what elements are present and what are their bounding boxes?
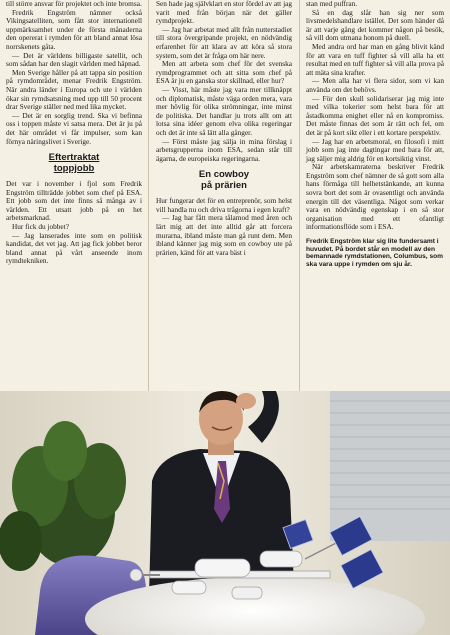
paragraph: — För den skull solidariserar jag mig inte med vilka tokerier som helst bara för att åstadkomma enighet eller nå en kompromiss. Det måste finnas det som är rätt och fel, om det är på kort sikt eller i ett kortare perspektiv.: [306, 93, 444, 137]
paragraph: — Det är en sorglig trend. Ska vi befinna oss i toppen måste vi satsa mera. Det är ju på det här området vi får impulser, som kan förnya näringslivet i Sverige.: [6, 110, 142, 146]
paragraph: till större ansvar för projektet och inte bromsa.: [6, 0, 142, 8]
column-divider: [299, 0, 300, 395]
subheading: [6, 153, 142, 174]
paragraph: Hur fungerar det för en entreprenör, som helst vill handla nu och driva trågorna i egen kraft?: [156, 196, 292, 214]
subheading-line: En cowboy: [198, 169, 250, 181]
paragraph: Så en dag slår han sig ner som livsmedelshandlare istället. Det som händer då är att varje gång det kommer någon på besök, så vill dom utmana honom på duell.: [306, 7, 444, 43]
paragraph: — Jag har fått mera tålamod med åren och lärt mig att det inte alltid går att forcera murarna, ibland måste man gå runt dem. Men ibland känner jag mig som en cowboy ute på prärien, känd för att vara bäst i: [156, 213, 292, 257]
paragraph: — Först måste jag sälja in mina förslag i arbetsgrupperna inom ESA, sedan står till ägarna, de europeiska regeringarna.: [156, 136, 292, 163]
subheading-line: på prärien: [201, 179, 247, 191]
photo-illustration: [0, 391, 450, 635]
paragraph: När arbetskamraterna beskriver Fredrik Engström som chef nämner de så gott som alla hans förmåga till helhetstänkande, att kunna sovra bort det som är ovasentligt och använda energin till det väsentliga. Något som verkar vara en nödvändig egenskap i en så stor organisation med ett ofantligt informationsflöde som i ESA.: [306, 162, 444, 232]
article-column-3: [306, 0, 444, 268]
paragraph: — Visst, här måste jag vara mer tillknäppt och diplomatisk, måste väga orden mera, vara mer hövlig för olika strömningar, inte minst de politiska. Det handlar ju trots allt om att lotsa sina idéer genom elva olika regeringar och det är inte så lätt alla gånger.: [156, 84, 292, 137]
paragraph: — Jag lanserades inte som en politisk kandidat, det vet jag. Att jag fick jobbet beror bland annat på vårt anseende inom rymdtekniken.: [6, 230, 142, 266]
paragraph: Fredrik Engström nämner också Vikingsatelliten, som fått stor internationell uppmärksamhet under de första månaderna den opererat i rymden för att bland annat lösa norrskenets gåta.: [6, 7, 142, 51]
paragraph: Hur fick du jobbet?: [12, 222, 69, 232]
column-divider: [148, 0, 149, 395]
paragraph: Det var i november i fjol som Fredrik Engström tillträdde jobbet som chef på ESA. Ett jobb som det inte finns så många av i världen. Ett utsatt jobb på en het arbetsmarknad.: [6, 179, 142, 223]
paragraph: Med andra ord har man en gång blivit känd för att vara en tuff fighter så vill alla ha ett resultat med en tuff fighter så vill alla prova på att mäta sina krafter.: [306, 41, 444, 77]
article-column-2: [156, 0, 292, 257]
paragraph: stan med puffran.: [306, 0, 358, 8]
caption-text: Fredrik Engström klar sig lite fundersamt i huvudet. På bordet står en modell av den bemannade rymdstationen, Columbus, som ska vara uppe i rymden om sju år.: [306, 238, 444, 268]
paragraph: — Det är världens billigaste satellit, och som sådan har den slagit världen med häpnad.: [6, 50, 142, 69]
photo-caption: [306, 238, 444, 268]
paragraph: — Men alla har vi flera sidor, som vi kan använda om det behövs.: [306, 76, 444, 94]
subheading-line: Eftertraktat: [48, 152, 100, 164]
photo: [0, 391, 450, 635]
paragraph: — Jag har arbetat med allt från nutterstadiet till stora övergripande projekt, en nödvändig erfarenhet för att klara av att köra så stora system, som det är fråga om här nere.: [156, 24, 292, 60]
article-column-1: [6, 0, 142, 266]
subheading: [156, 170, 292, 191]
paragraph: Men Sverige håller på att tappa sin position på rymdområdet, menar Fredrik Engström. När andra länder i Europa och ute i världen ökar sin rymdsatsning med upp till 50 procent drar Sverige ställer ned med lika mycket.: [6, 67, 142, 112]
subheading-line: toppjobb: [53, 162, 95, 174]
paragraph: Men att arbeta som chef för det svenska rymdprogrammet och att sitta som chef på ESA är ju en ganska stor skillnad, eller hur?: [156, 59, 292, 86]
paragraph: — Jag har en arbetsmoral, en filosofi i mitt jobb som jag inte dagtingar med bara för att, jag säljer mig aldrig för en kortsiktig vinst.: [306, 136, 444, 163]
paragraph: Sen hade jag självklart en stor fördel av att jag varit med från början när det gäller rymdprojekt.: [156, 0, 292, 26]
